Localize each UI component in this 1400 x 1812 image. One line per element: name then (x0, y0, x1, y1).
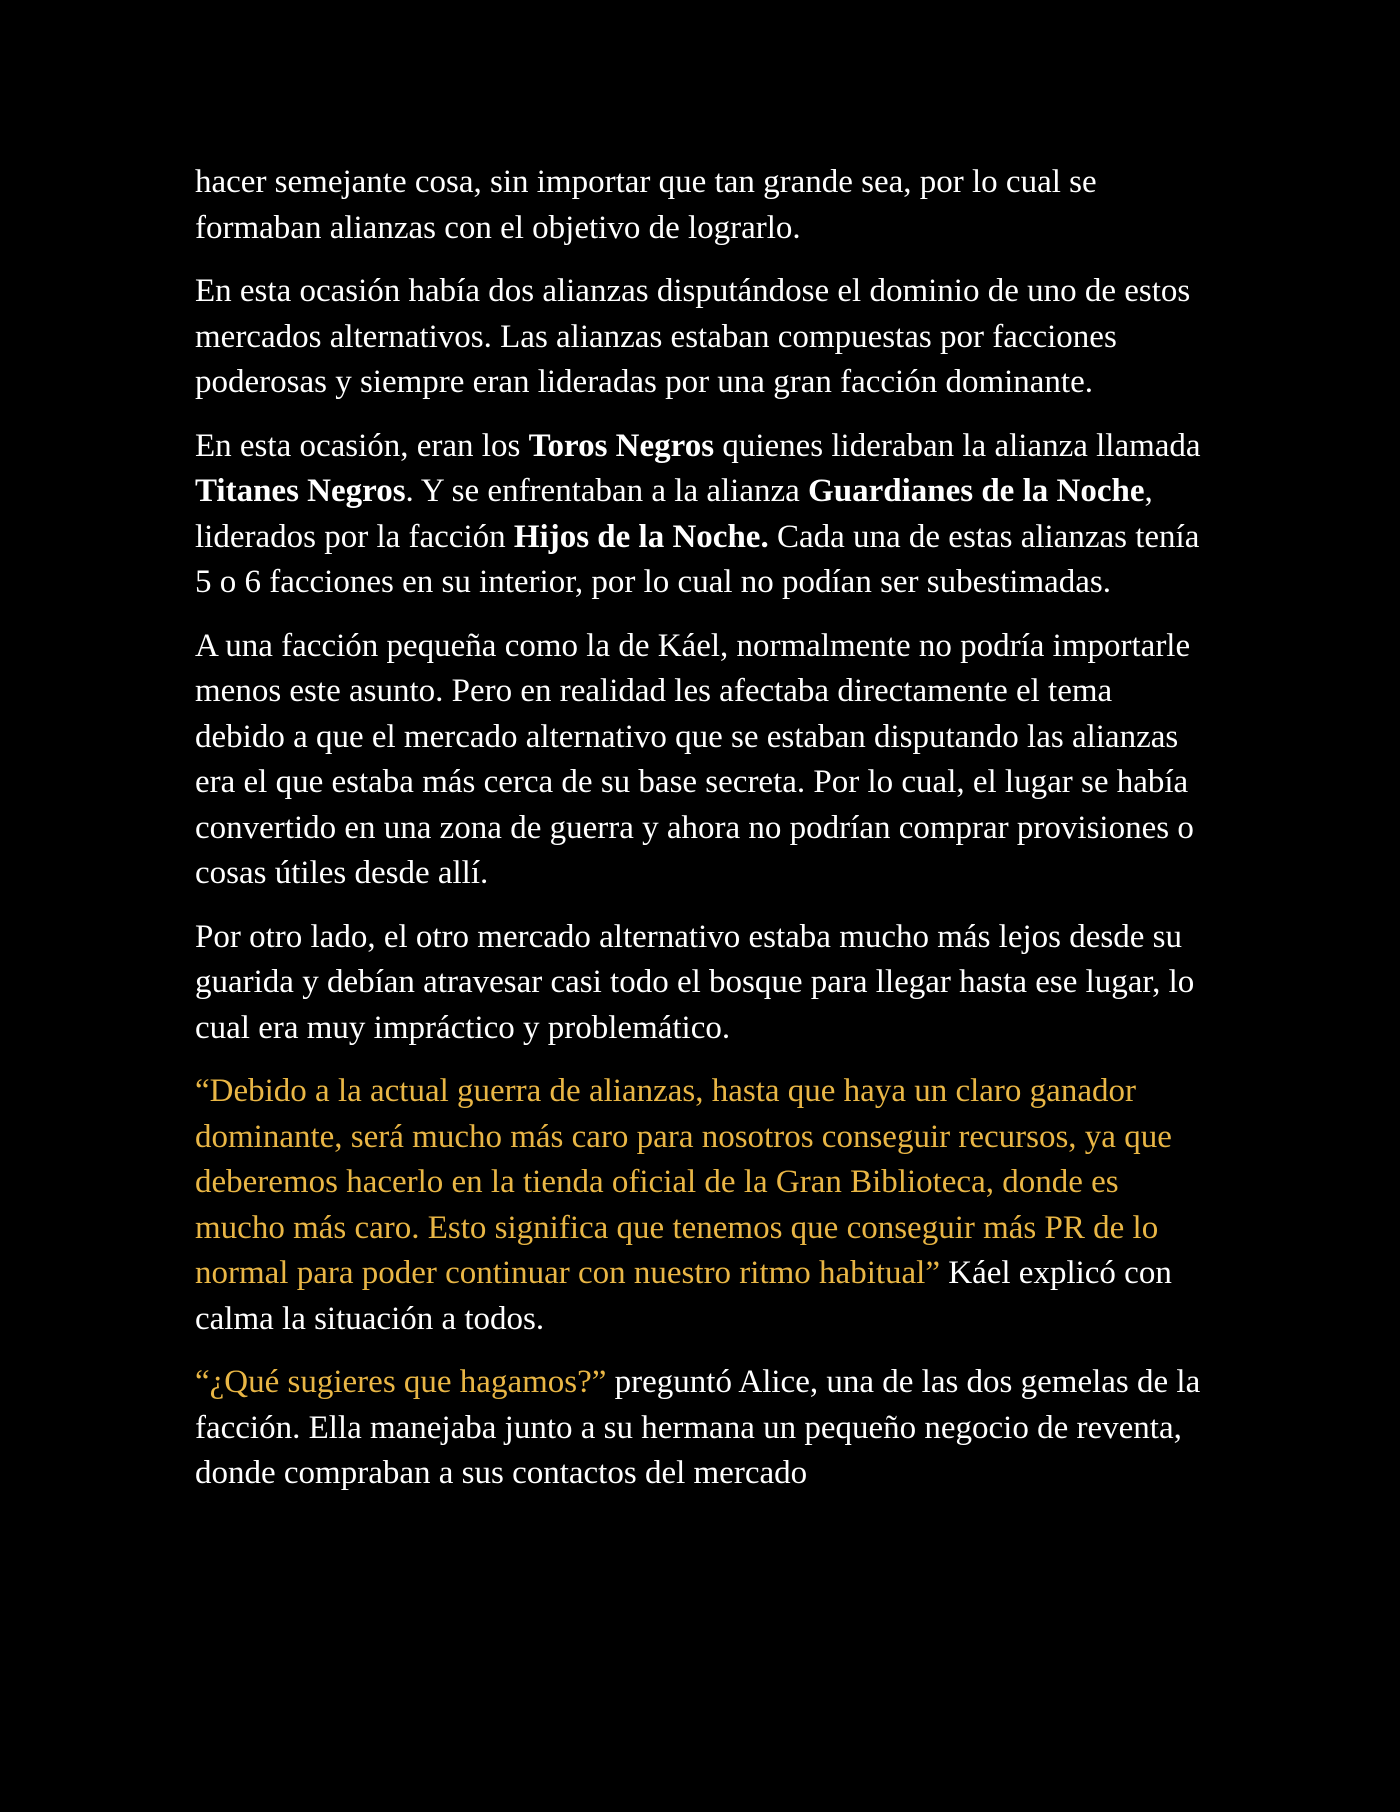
paragraph-3-text-a: En esta ocasión, eran los (195, 427, 529, 464)
paragraph-1 (195, 160, 1205, 251)
alliance-name-guardianes-de-la-noche: Guardianes de la Noche (808, 473, 1145, 509)
paragraph-6-dialogue: “Debido a la actual guerra de alianzas, hasta que haya un claro ganador dominante, será mucho más caro para nosotros conseguir recursos, ya que deberemos hacerlo en la tienda oficial de la Gran Biblioteca, donde es mucho más caro. Esto significa que tenemos que conseguir más PR de lo normal para poder continuar con nuestro ritmo habitual” (195, 1073, 1172, 1291)
paragraph-3-text-i: Cada una de estas alianzas tenía 5 o 6 facciones en su interior, por lo cual no podían ser subestimadas. (195, 518, 1200, 600)
paragraph-3-text-g: , liderados por la facción (195, 473, 1153, 555)
paragraph-1-text: hacer semejante cosa, sin importar que tan grande sea, por lo cual se formaban alianzas con el objetivo de lograrlo. (195, 164, 1097, 246)
paragraph-2-text: En esta ocasión había dos alianzas disputándose el dominio de uno de estos mercados alternativos. Las alianzas estaban compuestas por facciones poderosas y siempre eran lideradas por una gran facción dominante. (195, 273, 1191, 400)
faction-name-hijos-de-la-noche: Hijos de la Noche. (513, 518, 769, 555)
paragraph-5 (195, 915, 1205, 1052)
paragraph-4-text: A una facción pequeña como la de Káel, normalmente no podría importarle menos este asunto. Pero en realidad les afectaba directamente el tema debido a que el mercado alternativo que se estaban disputando las alianzas era el que estaba más cerca de su base secreta. Por lo cual, el lugar se había convertido en una zona de guerra y ahora no podrían comprar provisiones o cosas útiles desde allí. (195, 627, 1194, 891)
paragraph-2 (195, 269, 1205, 406)
paragraph-7-dialogue: “¿Qué sugieres que hagamos?” (195, 1364, 607, 1400)
paragraph-7-narration: preguntó Alice, una de las dos gemelas de la facción. Ella manejaba junto a su hermana un pequeño negocio de reventa, donde compraban a sus contactos del mercado (195, 1364, 1201, 1491)
alliance-name-titanes-negros: Titanes Negros (195, 473, 406, 509)
page-text-column (195, 160, 1205, 1515)
paragraph-6-narration: Káel explicó con calma la situación a todos. (195, 1255, 1172, 1337)
paragraph-3-text-c: quienes lideraban la alianza llamada (714, 427, 1201, 464)
faction-name-toros-negros: Toros Negros (528, 427, 715, 464)
paragraph-3-text-e: . Y se enfrentaban a la alianza (405, 473, 809, 509)
paragraph-4 (195, 624, 1205, 897)
paragraph-7 (195, 1360, 1205, 1497)
paragraph-3 (195, 424, 1205, 606)
paragraph-5-text: Por otro lado, el otro mercado alternativo estaba mucho más lejos desde su guarida y debían atravesar casi todo el bosque para llegar hasta ese lugar, lo cual era muy impráctico y problemático. (195, 918, 1195, 1046)
paragraph-6 (195, 1069, 1205, 1342)
